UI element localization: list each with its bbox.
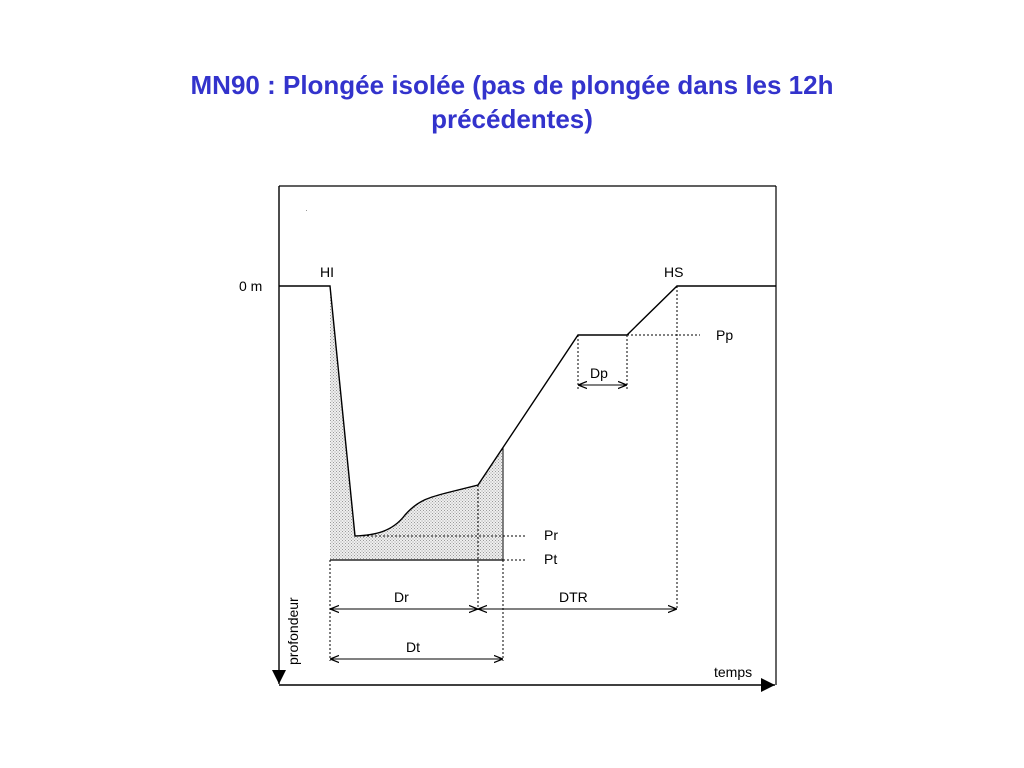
- hi-label: HI: [320, 264, 334, 280]
- dtr-label: DTR: [559, 589, 588, 605]
- hs-label: HS: [664, 264, 684, 280]
- slide-title-line-1: MN90 : Plongée isolée (pas de plongée dans les 12h: [190, 70, 834, 100]
- slide-title-line-2: précédentes): [431, 104, 593, 134]
- pp-label: Pp: [716, 327, 734, 343]
- dp-label: Dp: [590, 365, 608, 381]
- diagram-frame: [279, 186, 776, 685]
- y-axis-label: profondeur: [285, 597, 301, 665]
- dr-label: Dr: [394, 589, 409, 605]
- surface-label: 0 m: [239, 278, 263, 294]
- bottom-time-area: [330, 286, 503, 560]
- dive-profile-line: [279, 286, 776, 536]
- dt-label: Dt: [406, 639, 420, 655]
- dotted-guides: [330, 286, 700, 661]
- pt-label: Pt: [544, 551, 558, 567]
- pr-label: Pr: [544, 527, 558, 543]
- x-axis-label: temps: [714, 664, 753, 680]
